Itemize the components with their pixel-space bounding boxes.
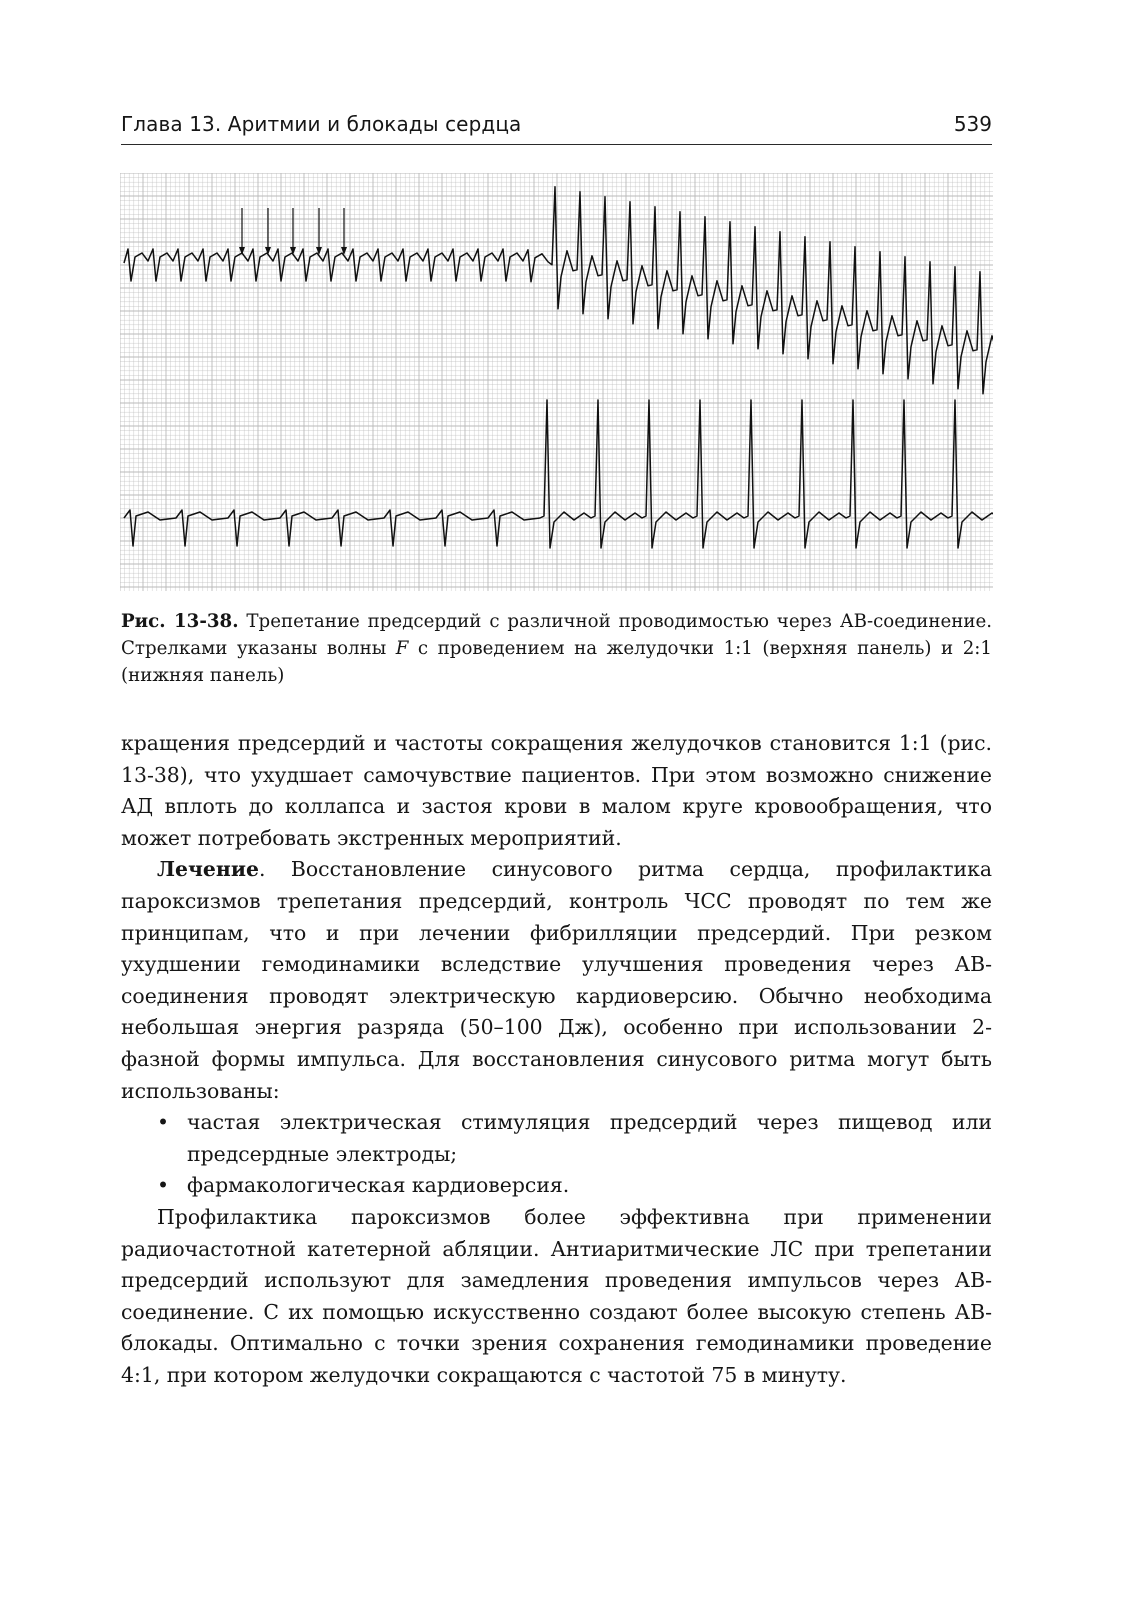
ecg-figure (120, 173, 993, 591)
ecg-strip-image (120, 173, 993, 591)
page-number: 539 (953, 112, 992, 136)
caption-label: Рис. 13-38. (121, 611, 239, 632)
body-text (121, 728, 992, 1391)
bullet-item (121, 1107, 992, 1170)
paragraph-1: кращения предсердий и частоты сокращения желудочков становится 1:1 (рис. 13-38), что ухудшает самочувствие пациентов. При этом возможно снижение АД вплоть до коллапса и застоя крови в малом круге кровообращения, что может потребовать экстренных мероприятий. (121, 731, 992, 850)
ecg-trace-bottom-panel (124, 400, 993, 548)
figure-caption (121, 608, 992, 689)
bullet-item (121, 1170, 992, 1202)
flutter-wave-arrows (239, 208, 347, 255)
caption-italic-f: F (395, 638, 409, 659)
chapter-title: Глава 13. Аритмии и блокады сердца (121, 112, 522, 136)
bullet-text: фармакологическая кардиоверсия. (187, 1173, 570, 1198)
bullet-icon: • (157, 1173, 170, 1198)
paragraph-3: Профилактика пароксизмов более эффективна при применении радиочастотной катетерной абляции. Антиаритмические ЛС при трепетании предсердий используют для замедления проведения импульсов через АВ-соединение. С их помощью искусственно создают более высокую степень АВ-блокады. Оптимально с точки зрения сохранения гемодинамики проведение 4:1, при котором желудочки сокращаются с частотой 75 в минуту. (121, 1204, 992, 1387)
caption-text-part2: с проведением на желудочки 1:1 (верхняя панель) и 2:1 (нижняя панель) (121, 638, 992, 686)
bullet-icon: • (157, 1110, 170, 1135)
caption-text-part1: Трепетание предсердий с различной проводимостью через АВ-соединение. Стрелками указаны волны (121, 611, 992, 659)
page-header (121, 112, 992, 145)
bullet-text: частая электрическая стимуляция предсердий через пищевод или предсердные электроды; (187, 1110, 992, 1166)
ecg-trace-top-panel (124, 187, 993, 394)
treatment-text: . Восстановление синусового ритма сердца, профилактика пароксизмов трепетания предсердий, контроль ЧСС проводят по тем же принципам, что и при лечении фибрилляции предсердий. При резком ухудшении гемодинамики вследствие улучшения проведения через АВ-соединения проводят электрическую кардиоверсию. Обычно необходима небольшая энергия разряда (50–100 Дж), особенно при использовании 2-фазной формы импульса. Для восстановления синусового ритма могут быть использованы: (121, 857, 992, 1103)
treatment-heading: Лечение (157, 857, 259, 882)
paragraph-treatment (121, 854, 992, 1107)
bullet-list (121, 1107, 992, 1202)
